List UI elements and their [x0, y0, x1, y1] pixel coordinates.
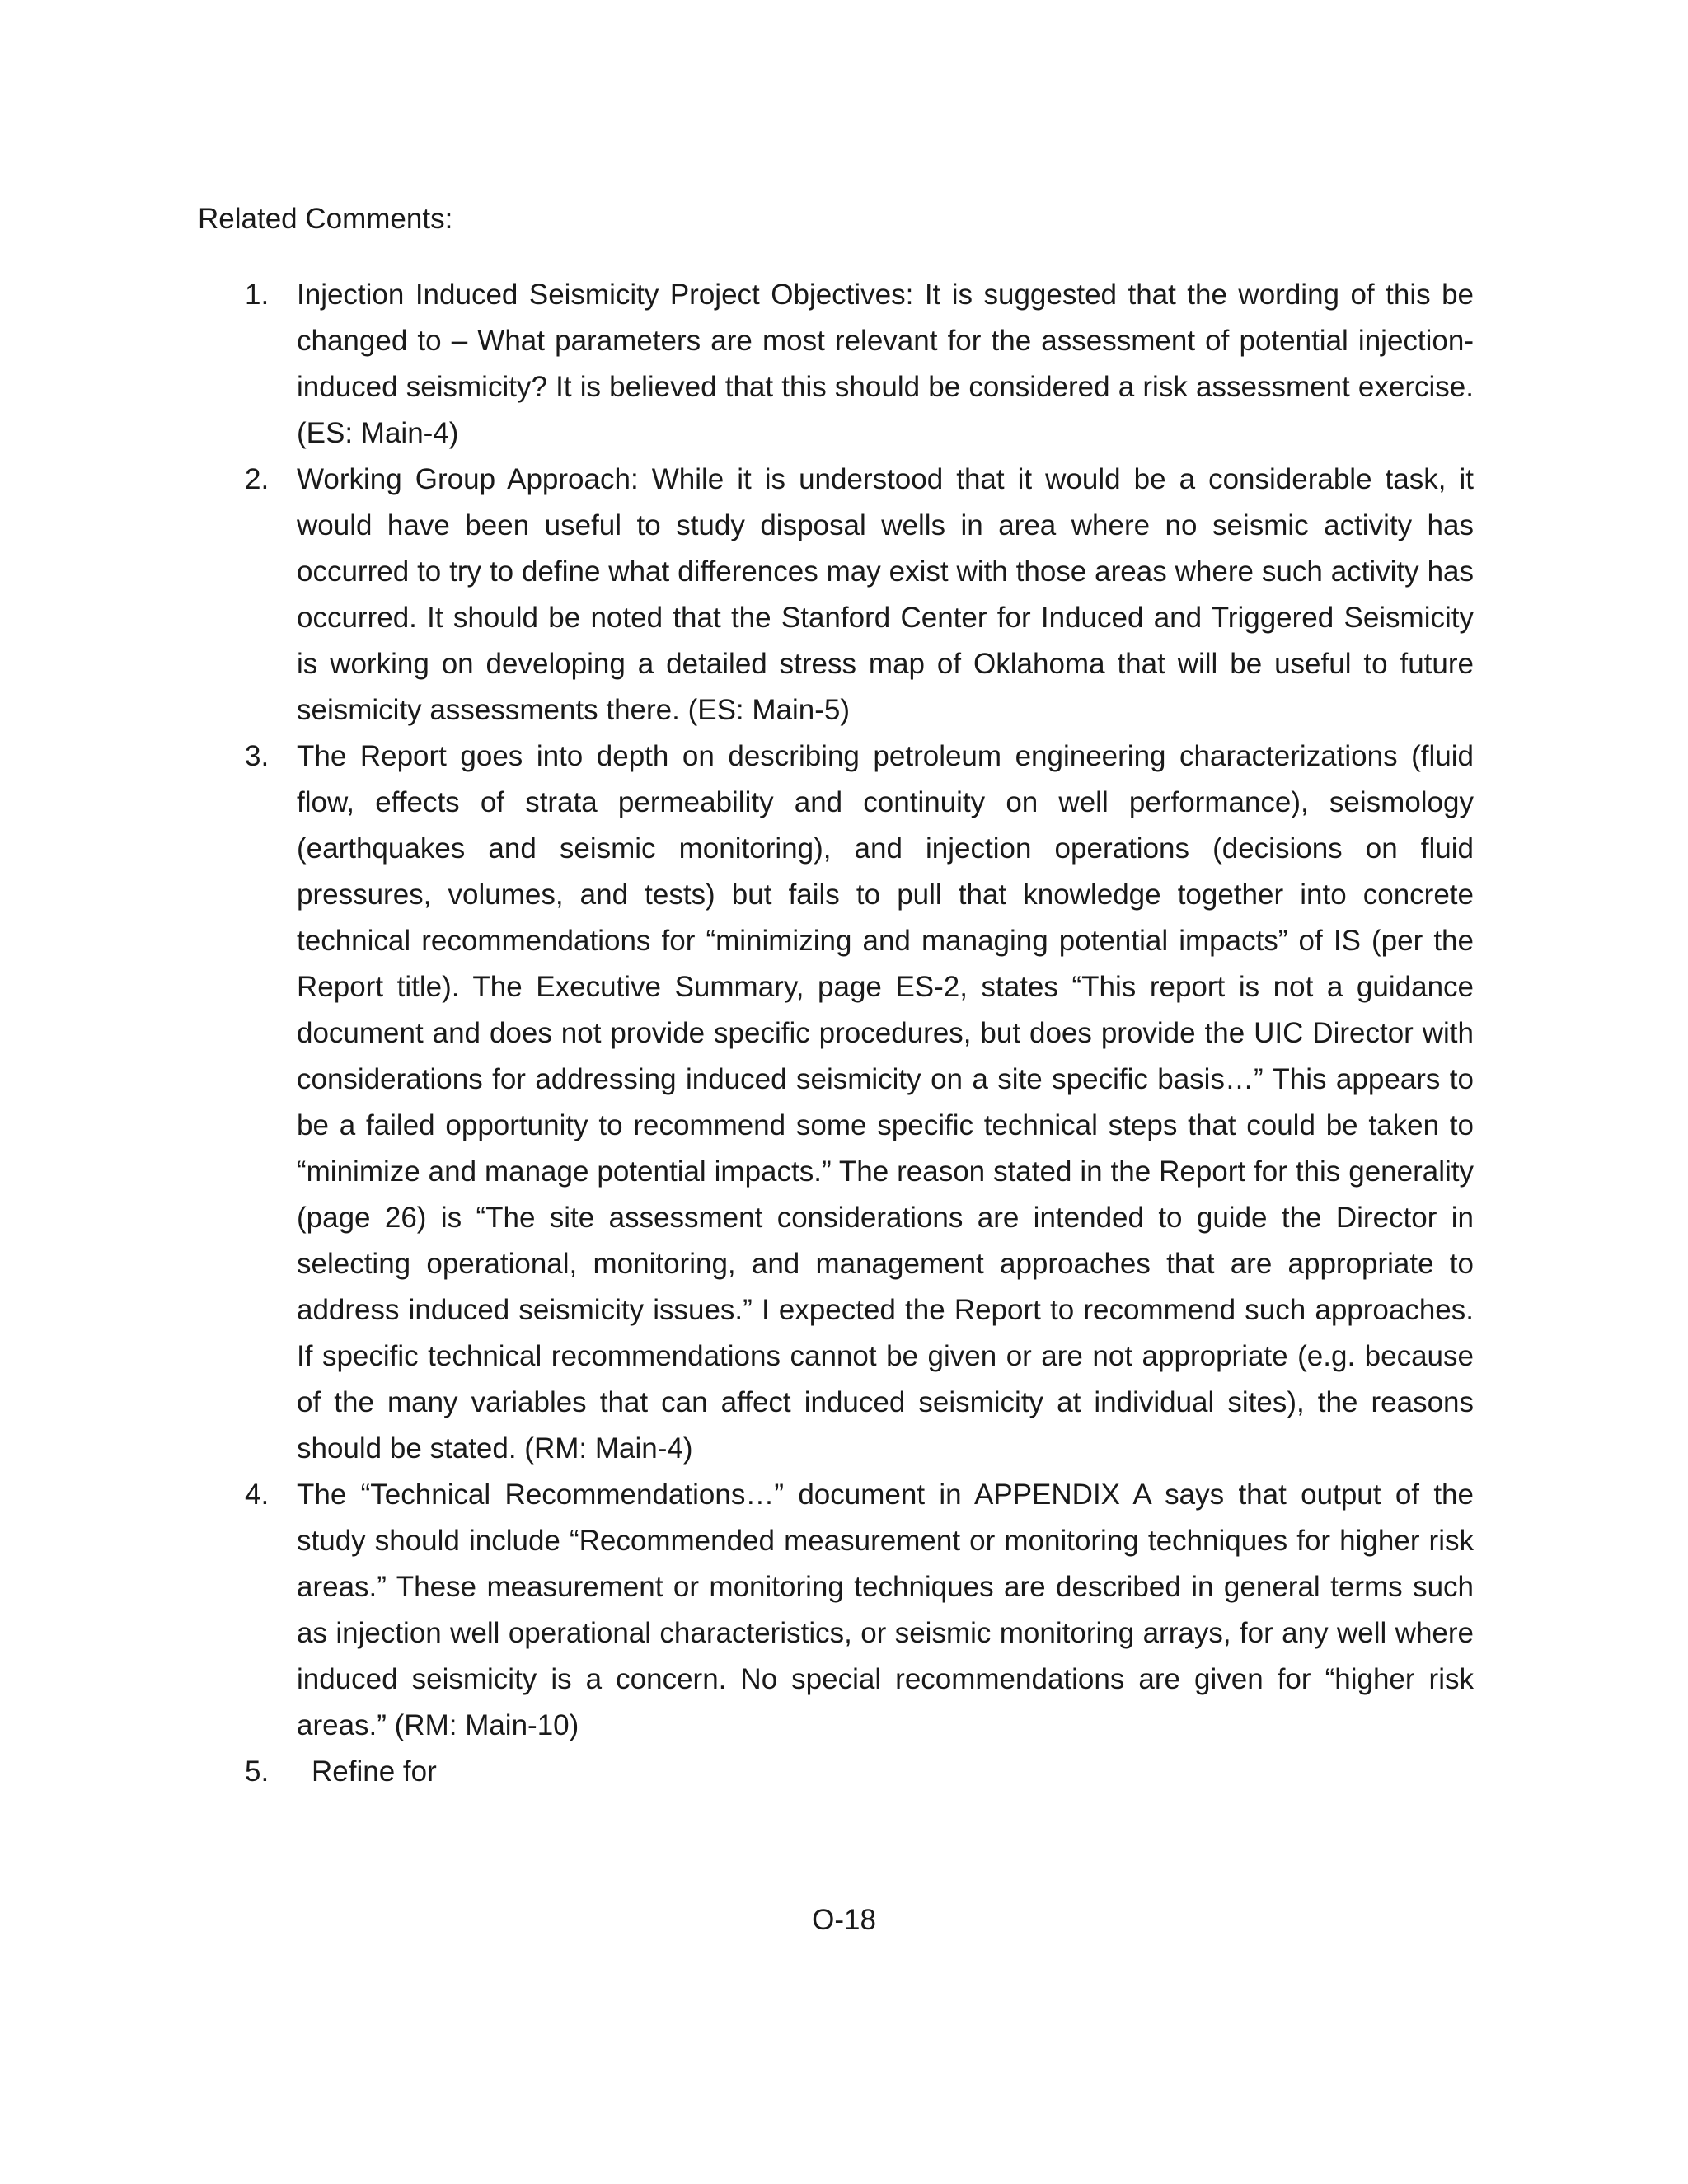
list-item [198, 1749, 1474, 1795]
list-item [198, 272, 1474, 457]
list-item [198, 457, 1474, 733]
page-number: O-18 [812, 1904, 876, 1936]
list-item-number: 2. [245, 463, 270, 495]
section-heading: Related Comments: [198, 203, 453, 235]
list-item-text: Working Group Approach: While it is understood that it would be a considerable task, it would have been useful to study disposal wells in area where no seismic activity has occurred to try to define what differences may exist with those areas where such activity has occurred. It should be noted that the Stanford Center for Induced and Triggered Seismicity is working on developing a detailed stress map of Oklahoma that will be useful to future seismicity assessments there. (ES: Main-5) [297, 463, 1474, 726]
comment-list [198, 272, 1474, 1795]
list-item-text: The Report goes into depth on describing petroleum engineering characterizations (fluid flow, effects of strata permeability and continuity on well performance), seismology (earthquakes and seismic monitoring), and injection operations (decisions on fluid pressures, volumes, and tests) but fails to pull that knowledge together into concrete technical recommendations for “minimizing and managing potential impacts” of IS (per the Report title). The Executive Summary, page ES-2, states “This report is not a guidance document and does not provide specific procedures, but does provide the UIC Director with considerations for addressing induced seismicity on a site specific basis…” This appears to be a failed opportunity to recommend some specific technical steps that could be taken to “minimize and manage potential impacts.” The reason stated in the Report for this generality (page 26) is “The site assessment considerations are intended to guide the Director in selecting operational, monitoring, and management approaches that are appropriate to address induced seismicity issues.” I expected the Report to recommend such approaches. If specific technical recommendations cannot be given or are not appropriate (e.g. because of the many variables that can affect induced seismicity at individual sites), the reasons should be stated. (RM: Main-4) [297, 740, 1474, 1465]
list-item-text: The “Technical Recommendations…” document in APPENDIX A says that output of the study should include “Recommended measurement or monitoring techniques for higher risk areas.” These measurement or monitoring techniques are described in general terms such as injection well operational characteristics, or seismic monitoring arrays, for any well where induced seismicity is a concern. No special recommendations are given for “higher risk areas.” (RM: Main-10) [297, 1479, 1474, 1741]
list-item-text: Injection Induced Seismicity Project Objectives: It is suggested that the wording of this be changed to – What parameters are most relevant for the assessment of potential injection-induced seismicity? It is believed that this should be considered a risk assessment exercise. (ES: Main-4) [297, 279, 1474, 449]
list-item-text: Refine for [312, 1755, 437, 1788]
list-item [198, 1472, 1474, 1749]
list-item [198, 733, 1474, 1472]
list-item-number: 4. [245, 1479, 270, 1511]
list-item-number: 3. [245, 740, 270, 772]
list-item-number: 5. [245, 1755, 270, 1788]
list-item-number: 1. [245, 279, 270, 311]
